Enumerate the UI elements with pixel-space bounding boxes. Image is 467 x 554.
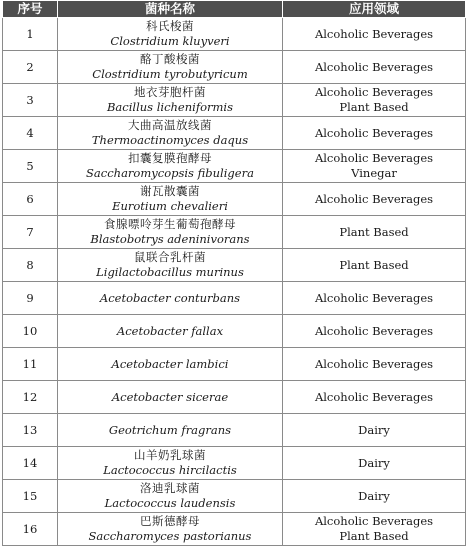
application-primary: Plant Based: [339, 224, 409, 239]
cell-num: [3, 381, 58, 414]
table-row: [3, 414, 466, 447]
cell-app: [283, 18, 466, 51]
table-row: [3, 51, 466, 84]
cell-name: [58, 348, 283, 381]
cell-app: [283, 51, 466, 84]
row-number: 4: [26, 125, 34, 140]
chinese-name: 扣囊复膜孢酵母: [128, 151, 212, 165]
latin-name: Acetobacter conturbans: [99, 290, 241, 305]
chinese-name: 巴斯德酵母: [140, 514, 200, 528]
row-number: 16: [22, 521, 38, 536]
cell-name: [58, 315, 283, 348]
cell-num: [3, 513, 58, 546]
table-body: [3, 18, 466, 546]
latin-name: Lactococcus laudensis: [104, 496, 236, 510]
cell-name: [58, 249, 283, 282]
chinese-name: 科氏梭菌: [146, 19, 194, 33]
application-secondary: Plant Based: [339, 529, 409, 543]
header-num: 序号: [3, 1, 58, 18]
cell-app: [283, 150, 466, 183]
latin-name: Saccharomycopsis fibuligera: [86, 166, 254, 180]
cell-num: [3, 414, 58, 447]
application-primary: Plant Based: [339, 257, 409, 272]
header-row: [3, 1, 466, 18]
table-row: [3, 249, 466, 282]
latin-name: Blastobotrys adeninivorans: [90, 232, 250, 246]
latin-name: Eurotium chevalieri: [112, 199, 228, 213]
row-number: 15: [22, 488, 38, 503]
application-secondary: Vinegar: [351, 166, 397, 180]
cell-num: [3, 480, 58, 513]
table-header: [3, 1, 466, 18]
application-primary: Alcoholic Beverages: [314, 125, 434, 140]
row-number: 9: [26, 290, 34, 305]
application-primary: Alcoholic Beverages: [314, 356, 434, 371]
cell-num: [3, 84, 58, 117]
cell-name: [58, 117, 283, 150]
cell-app: [283, 513, 466, 546]
latin-name: Bacillus licheniformis: [106, 100, 233, 114]
latin-name: Thermoactinomyces daqus: [91, 133, 249, 147]
cell-app: [283, 381, 466, 414]
application-primary: Alcoholic Beverages: [314, 514, 434, 528]
header-name: 菌种名称: [58, 1, 283, 18]
latin-name: Ligilactobacillus murinus: [96, 265, 244, 279]
header-app: 应用领域: [283, 1, 466, 18]
latin-name: Acetobacter lambici: [111, 356, 229, 371]
application-primary: Alcoholic Beverages: [314, 85, 434, 99]
row-number: 12: [22, 389, 38, 404]
cell-app: [283, 282, 466, 315]
application-primary: Dairy: [358, 422, 390, 437]
cell-app: [283, 249, 466, 282]
row-number: 14: [22, 455, 38, 470]
table-row: [3, 18, 466, 51]
latin-name: Saccharomyces pastorianus: [88, 529, 252, 543]
cell-name: [58, 183, 283, 216]
chinese-name: 鼠联合乳杆菌: [134, 250, 206, 264]
cell-app: [283, 84, 466, 117]
table-row: [3, 117, 466, 150]
cell-num: [3, 183, 58, 216]
table-row: [3, 381, 466, 414]
row-number: 3: [26, 92, 34, 107]
row-number: 10: [22, 323, 38, 338]
cell-num: [3, 51, 58, 84]
cell-name: [58, 51, 283, 84]
table-row: [3, 513, 466, 546]
cell-num: [3, 216, 58, 249]
row-number: 7: [26, 224, 34, 239]
table-row: [3, 150, 466, 183]
row-number: 1: [26, 26, 34, 41]
row-number: 8: [26, 257, 34, 272]
table-row: [3, 348, 466, 381]
cell-num: [3, 117, 58, 150]
cell-app: [283, 315, 466, 348]
table-row: [3, 282, 466, 315]
application-primary: Dairy: [358, 488, 390, 503]
cell-name: [58, 18, 283, 51]
chinese-name: 山羊奶乳球菌: [134, 448, 206, 462]
cell-app: [283, 216, 466, 249]
table-row: [3, 183, 466, 216]
latin-name: Clostridium kluyveri: [110, 34, 230, 48]
strain-table: [2, 0, 466, 546]
latin-name: Clostridium tyrobutyricum: [92, 67, 248, 81]
cell-num: [3, 315, 58, 348]
application-secondary: Plant Based: [339, 100, 409, 114]
cell-num: [3, 282, 58, 315]
row-number: 6: [26, 191, 34, 206]
table-row: [3, 84, 466, 117]
cell-app: [283, 117, 466, 150]
cell-name: [58, 84, 283, 117]
application-primary: Alcoholic Beverages: [314, 323, 434, 338]
latin-name: Acetobacter fallax: [116, 323, 224, 338]
latin-name: Lactococcus hircilactis: [103, 463, 237, 477]
application-primary: Alcoholic Beverages: [314, 151, 434, 165]
latin-name: Geotrichum fragrans: [108, 422, 232, 437]
cell-num: [3, 150, 58, 183]
application-primary: Alcoholic Beverages: [314, 191, 434, 206]
cell-app: [283, 348, 466, 381]
latin-name: Acetobacter sicerae: [111, 389, 229, 404]
cell-num: [3, 249, 58, 282]
cell-name: [58, 480, 283, 513]
application-primary: Alcoholic Beverages: [314, 59, 434, 74]
chinese-name: 地衣芽胞杆菌: [134, 85, 206, 99]
cell-name: [58, 150, 283, 183]
cell-name: [58, 381, 283, 414]
cell-name: [58, 282, 283, 315]
cell-name: [58, 447, 283, 480]
row-number: 2: [26, 59, 34, 74]
cell-num: [3, 447, 58, 480]
cell-num: [3, 348, 58, 381]
application-primary: Dairy: [358, 455, 390, 470]
table-row: [3, 447, 466, 480]
chinese-name: 大曲高温放线菌: [128, 118, 212, 132]
cell-app: [283, 414, 466, 447]
cell-name: [58, 216, 283, 249]
cell-app: [283, 183, 466, 216]
row-number: 13: [22, 422, 38, 437]
chinese-name: 食腺嘌呤芽生葡萄孢酵母: [104, 217, 236, 231]
chinese-name: 洛迪乳球菌: [140, 481, 200, 495]
cell-name: [58, 513, 283, 546]
row-number: 11: [22, 356, 38, 371]
cell-name: [58, 414, 283, 447]
chinese-name: 谢瓦散囊菌: [140, 184, 200, 198]
table-row: [3, 480, 466, 513]
table-row: [3, 315, 466, 348]
row-number: 5: [26, 158, 34, 173]
application-primary: Alcoholic Beverages: [314, 389, 434, 404]
chinese-name: 酪丁酸梭菌: [140, 52, 200, 66]
table-row: [3, 216, 466, 249]
application-primary: Alcoholic Beverages: [314, 290, 434, 305]
cell-app: [283, 447, 466, 480]
application-primary: Alcoholic Beverages: [314, 26, 434, 41]
cell-app: [283, 480, 466, 513]
cell-num: [3, 18, 58, 51]
